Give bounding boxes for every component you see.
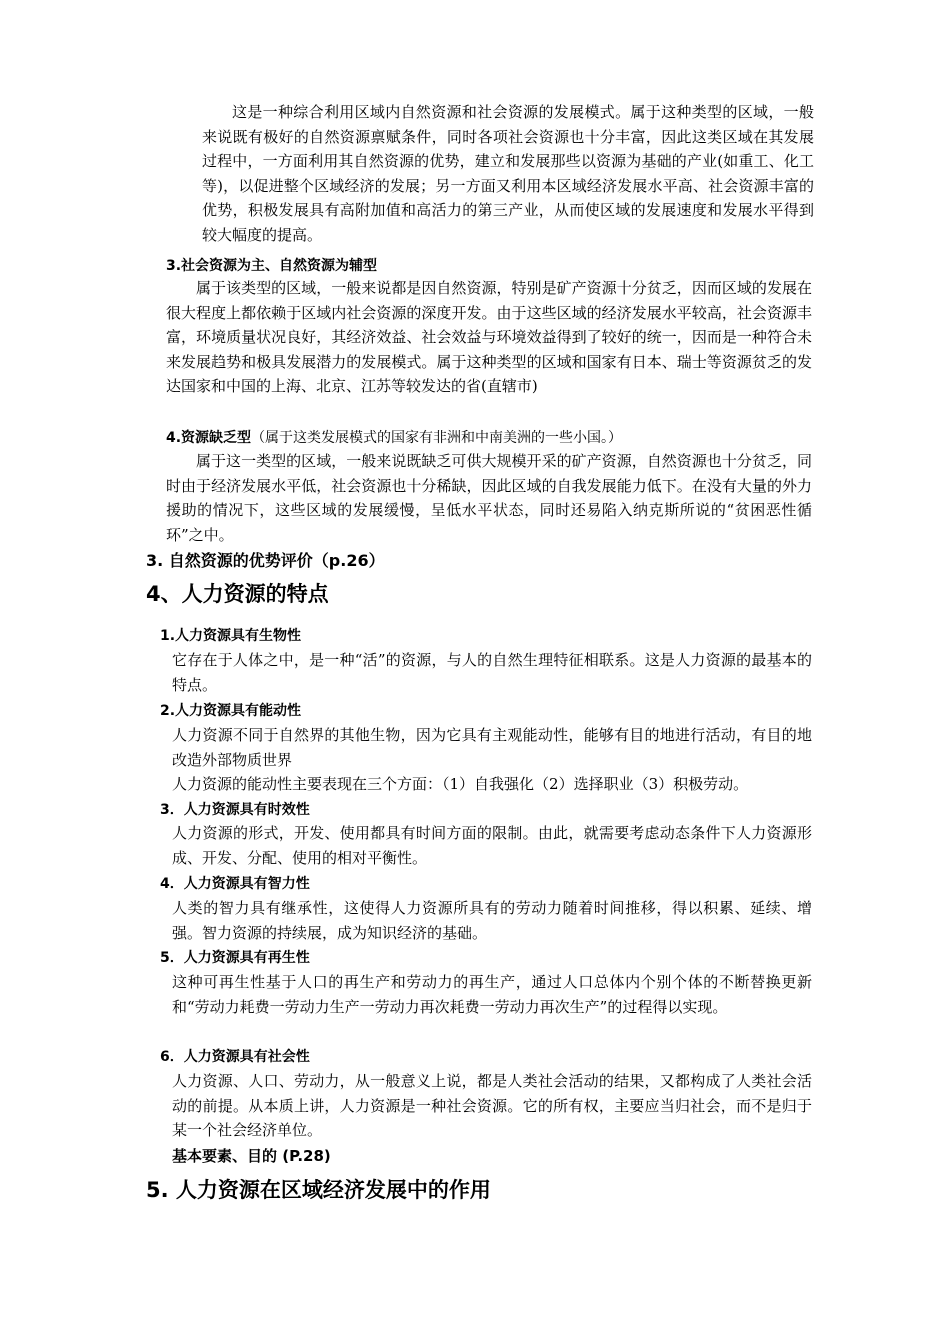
type4-note: （属于这类发展模式的国家有非洲和中南美洲的一些小国。）: [251, 430, 623, 446]
section-4-title: 4、人力资源的特点: [146, 582, 329, 606]
trait-2-title: 2.人力资源具有能动性: [160, 703, 302, 719]
trait-3-title: 3．人力资源具有时效性: [160, 802, 310, 818]
trait-6-title: 6．人力资源具有社会性: [160, 1049, 310, 1065]
type4-title: 4.资源缺乏型: [166, 430, 252, 446]
type3-heading: 3.社会资源为主、自然资源为辅型: [166, 258, 378, 274]
trait-2-text-a: 人力资源不同于自然界的其他生物，因为它具有主观能动性，能够有目的地进行活动，有目的地改造外部物质世界: [172, 726, 812, 769]
type3-paragraph: 属于该类型的区域，一般来说都是因自然资源，特别是矿产资源十分贫乏，因而区域的发展在很大程度上都依赖于区域内社会资源的深度开发。由于这些区域的经济发展水平较高，社会资源丰富，环境质量状况良好，其经济效益、社会效益与环境效益得到了较好的统一，因而是一种符合未来发展趋势和极具发展潜力的发展模式。属于这种类型的区域和国家有日本、瑞士等资源贫乏的发达国家和中国的上海、北京、江苏等较发达的省(直辖市): [166, 279, 812, 395]
basic-elements-note: 基本要素、目的 (P.28): [172, 1147, 331, 1165]
type4-heading: [166, 428, 622, 448]
trait-5-text: 这种可再生性基于人口的再生产和劳动力的再生产，通过人口总体内个别个体的不断替换更新和“劳动力耗费一劳动力生产一劳动力再次耗费一劳动力再次生产”的过程得以实现。: [172, 973, 812, 1016]
type4-paragraph: 属于这一类型的区域，一般来说既缺乏可供大规模开采的矿产资源，自然资源也十分贫乏，同时由于经济发展水平低，社会资源也十分稀缺，因此区域的自我发展能力低下。在没有大量的外力援助的情况下，这些区域的发展缓慢，呈低水平状态，同时还易陷入纳克斯所说的“贫困恶性循环”之中。: [166, 452, 812, 544]
trait-5-title: 5．人力资源具有再生性: [160, 950, 310, 966]
trait-2-text-b: 人力资源的能动性主要表现在三个方面：（1）自我强化（2）选择职业（3）积极劳动。: [172, 775, 749, 793]
trait-1-text: 它存在于人体之中，是一种“活”的资源，与人的自然生理特征相联系。这是人力资源的最基本的特点。: [172, 651, 812, 694]
trait-3-text: 人力资源的形式，开发、使用都具有时间方面的限制。由此，就需要考虑动态条件下人力资源形成、开发、分配、使用的相对平衡性。: [172, 824, 812, 867]
trait-4-title: 4．人力资源具有智力性: [160, 876, 310, 892]
section-3-title: 3. 自然资源的优势评价（p.26）: [146, 551, 385, 570]
trait-1-title: 1.人力资源具有生物性: [160, 628, 302, 644]
intro-paragraph: 这是一种综合利用区域内自然资源和社会资源的发展模式。属于这种类型的区域，一般来说既有极好的自然资源禀赋条件，同时各项社会资源也十分丰富，因此这类区域在其发展过程中，一方面利用其自然资源的优势，建立和发展那些以资源为基础的产业(如重工、化工等)，以促进整个区域经济的发展；另一方面又利用本区域经济发展水平高、社会资源丰富的优势，积极发展具有高附加值和高活力的第三产业，从而使区域的发展速度和发展水平得到较大幅度的提高。: [202, 103, 814, 244]
trait-6-text: 人力资源、人口、劳动力，从一般意义上说，都是人类社会活动的结果，又都构成了人类社会活动的前提。从本质上讲，人力资源是一种社会资源。它的所有权，主要应当归社会，而不是归于某一个社会经济单位。: [172, 1072, 812, 1139]
trait-4-text: 人类的智力具有继承性，这使得人力资源所具有的劳动力随着时间推移，得以积累、延续、增强。智力资源的持续展，成为知识经济的基础。: [172, 899, 812, 942]
section-5-title: 5. 人力资源在区域经济发展中的作用: [146, 1178, 491, 1202]
